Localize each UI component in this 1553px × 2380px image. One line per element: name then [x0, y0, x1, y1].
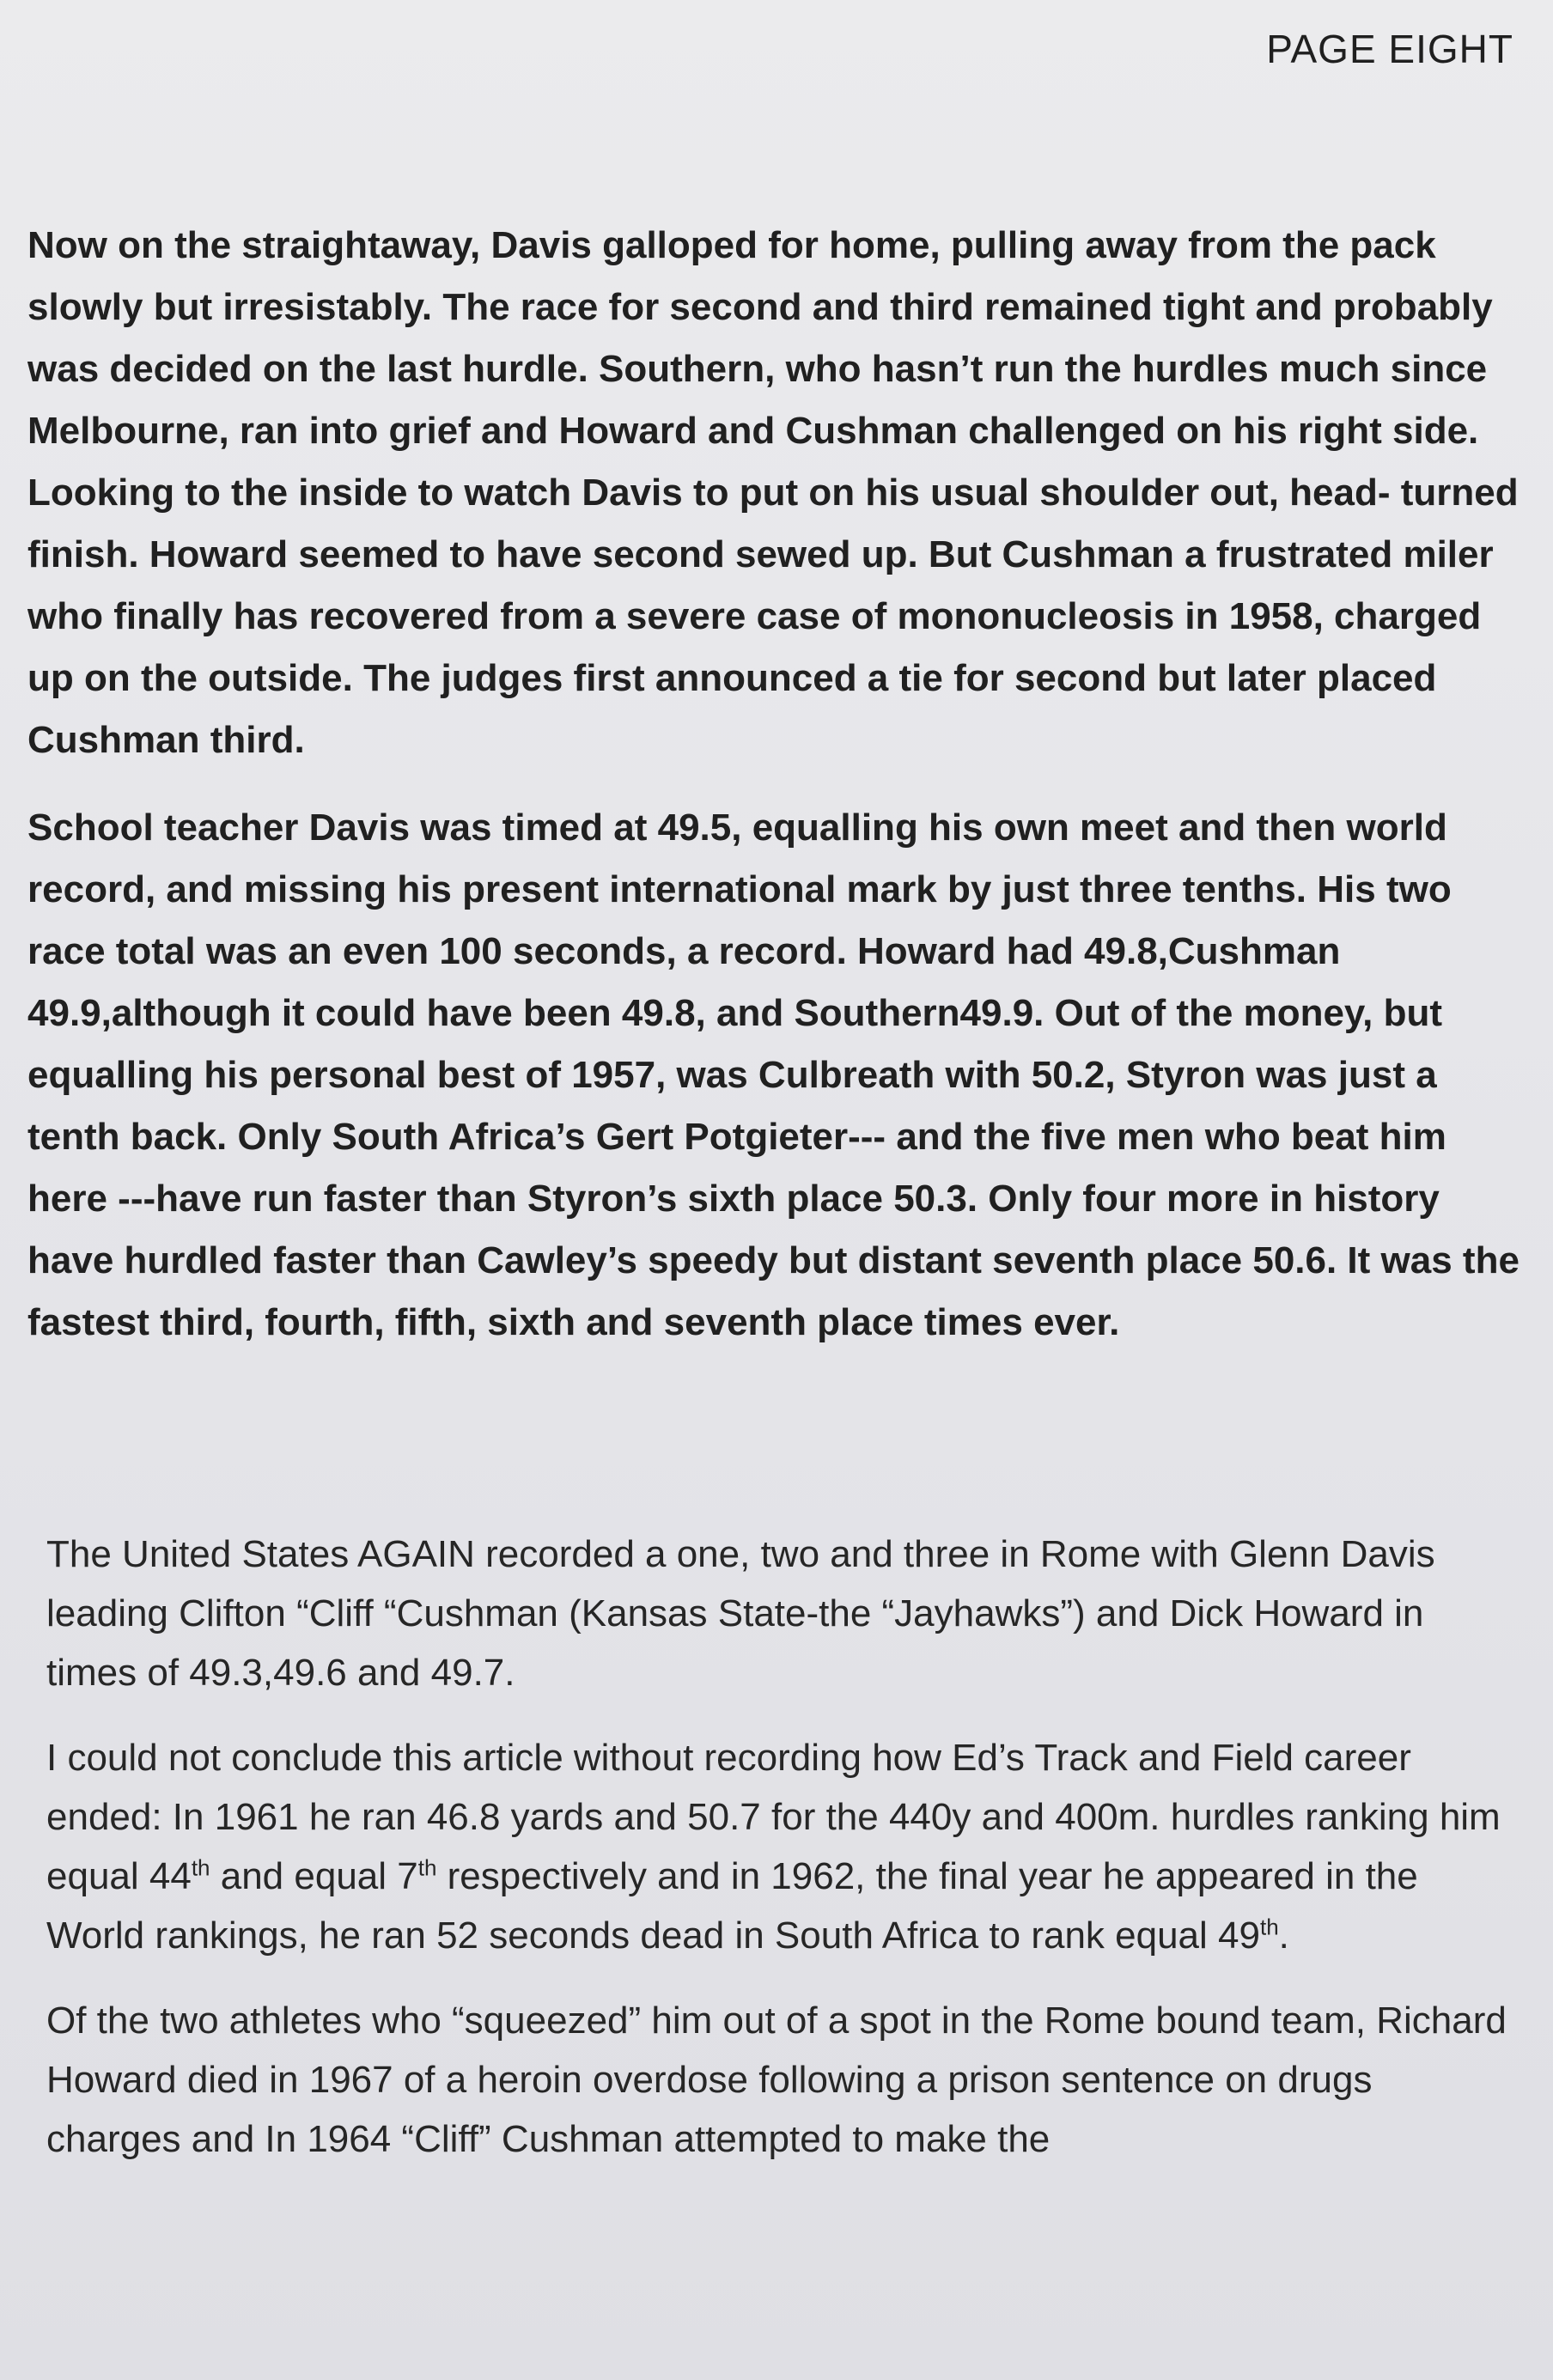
text-run: and equal 7 [210, 1855, 418, 1897]
page-number-label: PAGE EIGHT [1266, 27, 1513, 71]
ordinal-suffix: th [417, 1854, 437, 1881]
article-paragraph: School teacher Davis was timed at 49.5, equalling his own meet and then world record, and missing his present international mark by just three tenths. His two race total was an even 100 seconds, a record. Howard had 49.8,Cushman 49.9,although it could have been 49.8, and Southern49.9. Out of the money, but equalling his personal best of 1957, was Culbreath with 50.2, Styron was just a tenth back. Only South Africa’s Gert Potgieter--- and the five men who beat him here ---have run faster than Styron’s sixth place 50.3. Only four more in history have hurdled faster than Cawley’s speedy but distant seventh place 50.6. It was the fastest third, fourth, fifth, sixth and seventh place times ever. [27, 807, 1520, 1343]
bold-article-section [27, 215, 1522, 1354]
article-paragraph: Now on the straightaway, Davis galloped for home, pulling away from the pack slowly but irresistably. The race for second and third remained tight and probably was decided on the last hurdle. Southern, who hasn’t run the hurdles much since Melbourne, ran into grief and Howard and Cushman challenged on his right side. Looking to the inside to watch Davis to put on his usual shoulder out, head- turned finish. Howard seemed to have second sewed up. But Cushman a frustrated miler who finally has recovered from a severe case of mononucleosis in 1958, charged up on the outside. The judges first announced a tie for second but later placed Cushman third. [27, 224, 1519, 761]
article-paragraph: The United States AGAIN recorded a one, two and three in Rome with Glenn Davis leading Clifton “Cliff “Cushman (Kansas State-the “Jayhawks”) and Dick Howard in times of 49.3,49.6 and 49.7. [46, 1533, 1435, 1694]
article-paragraph [46, 1728, 1507, 1965]
text-run: I could not conclude this article without recording how Ed’s Track and Field career ended: In 1961 he ran 46.8 yards and 50.7 for the 440y and 400m. hurdles ranking him equal 44 [46, 1737, 1501, 1897]
ordinal-suffix: th [1259, 1914, 1279, 1940]
article-paragraph: Of the two athletes who “squeezed” him out of a spot in the Rome bound team, Richard Howard died in 1967 of a heroin overdose following a prison sentence on drugs charges and In 1964 “Cliff” Cushman attempted to make the [46, 2000, 1507, 2160]
text-run: respectively and in 1962, the final year he appeared in the World rankings, he ran 52 seconds dead in South Africa to rank equal 49 [46, 1855, 1418, 1957]
regular-article-section [46, 1525, 1507, 2169]
ordinal-suffix: th [191, 1854, 210, 1881]
text-run: . [1278, 1914, 1289, 1957]
